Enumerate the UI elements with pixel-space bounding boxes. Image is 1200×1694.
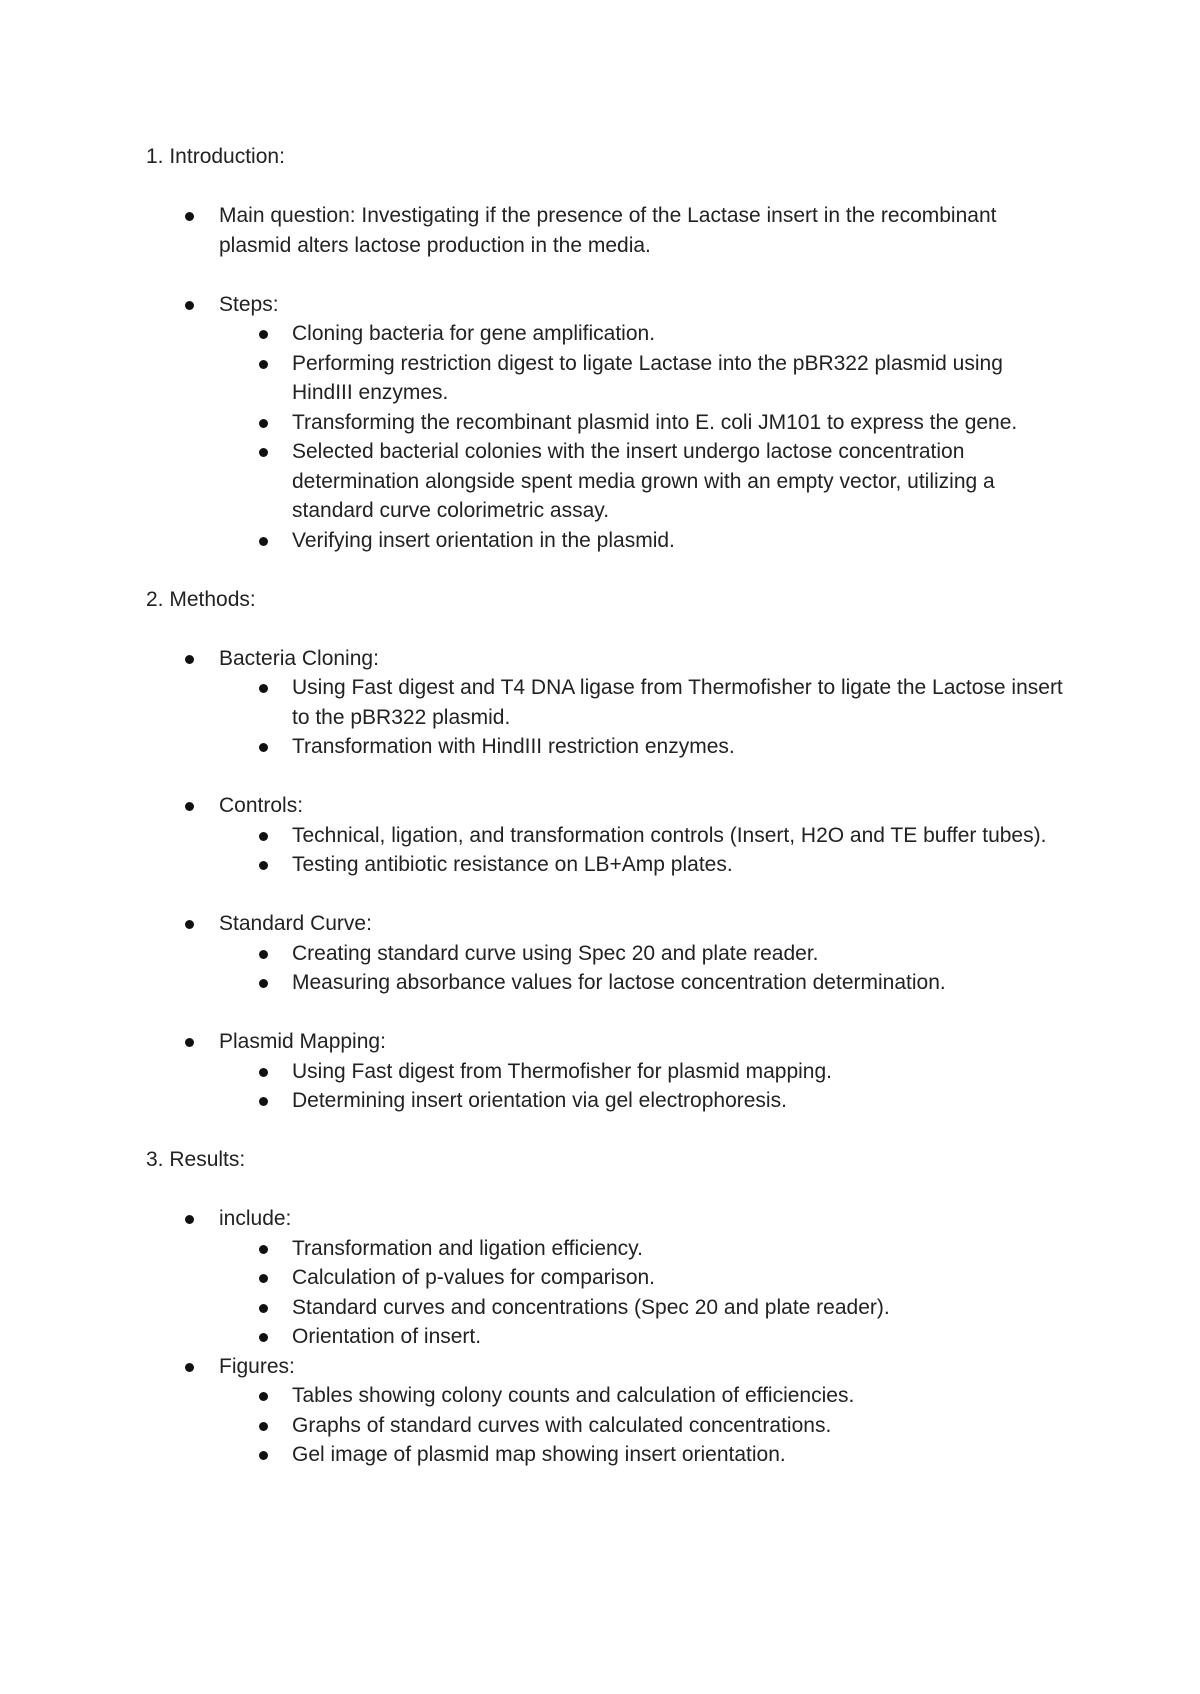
list-item-text: Figures: bbox=[219, 1354, 295, 1378]
sub-list-item bbox=[146, 437, 1066, 526]
sub-list-item-text: Transformation with HindIII restriction enzymes. bbox=[292, 735, 735, 758]
sub-list-item-text: Using Fast digest and T4 DNA ligase from Thermofisher to ligate the Lactose insert to the pBR322 plasmid. bbox=[292, 676, 1063, 729]
sub-list-item bbox=[146, 1381, 1066, 1411]
section-methods bbox=[146, 585, 1066, 1116]
bullet-icon bbox=[259, 537, 268, 546]
document-body bbox=[146, 142, 1066, 1470]
sub-list-item-text: Transformation and ligation efficiency. bbox=[292, 1236, 643, 1260]
sub-list-item bbox=[146, 1293, 1066, 1323]
sub-bullet-list bbox=[219, 1234, 1066, 1352]
bullet-icon bbox=[185, 212, 194, 221]
bullet-icon bbox=[259, 1333, 268, 1342]
sub-list-item-text: Measuring absorbance values for lactose concentration determination. bbox=[292, 971, 946, 994]
bullet-icon bbox=[185, 802, 194, 811]
sub-list-item bbox=[146, 968, 1066, 998]
bullet-icon bbox=[259, 1274, 268, 1283]
section-heading: 3. Results: bbox=[146, 1148, 246, 1171]
list-item bbox=[146, 791, 1066, 880]
bullet-icon bbox=[259, 979, 268, 988]
list-item bbox=[146, 1352, 1066, 1470]
list-item bbox=[146, 1204, 1066, 1352]
bullet-icon bbox=[185, 301, 194, 310]
sub-list-item bbox=[146, 408, 1066, 438]
bullet-icon bbox=[259, 1451, 268, 1460]
bullet-list bbox=[146, 201, 1066, 555]
bullet-icon bbox=[185, 1215, 194, 1224]
sub-bullet-list bbox=[219, 1057, 1066, 1116]
section-introduction bbox=[146, 142, 1066, 555]
sub-list-item-text: Creating standard curve using Spec 20 and plate reader. bbox=[292, 941, 819, 965]
bullet-icon bbox=[259, 448, 268, 457]
sub-list-item-text: Selected bacterial colonies with the insert undergo lactose concentration determination alongside spent media grown with an empty vector, utilizing a standard curve colorimetric assay. bbox=[292, 440, 995, 522]
sub-list-item bbox=[146, 1322, 1066, 1352]
bullet-icon bbox=[259, 950, 268, 959]
sub-bullet-list bbox=[219, 1381, 1066, 1470]
sub-list-item bbox=[146, 821, 1066, 851]
bullet-icon bbox=[259, 419, 268, 428]
sub-list-item bbox=[146, 673, 1066, 732]
bullet-icon bbox=[259, 1422, 268, 1431]
sub-list-item bbox=[146, 319, 1066, 349]
list-item-text: Steps: bbox=[219, 292, 279, 316]
sub-list-item bbox=[146, 526, 1066, 556]
bullet-icon bbox=[259, 684, 268, 693]
sub-list-item bbox=[146, 939, 1066, 969]
bullet-icon bbox=[259, 360, 268, 369]
bullet-icon bbox=[259, 861, 268, 870]
list-item bbox=[146, 201, 1066, 260]
bullet-icon bbox=[259, 832, 268, 841]
list-item bbox=[146, 290, 1066, 556]
sub-list-item bbox=[146, 1057, 1066, 1087]
sub-list-item-text: Standard curves and concentrations (Spec 20 and plate reader). bbox=[292, 1295, 890, 1319]
list-item bbox=[146, 644, 1066, 762]
section-heading: 1. Introduction: bbox=[146, 145, 285, 168]
sub-bullet-list bbox=[219, 939, 1066, 998]
bullet-icon bbox=[185, 920, 194, 929]
sub-list-item-text: Using Fast digest from Thermofisher for plasmid mapping. bbox=[292, 1059, 832, 1083]
bullet-icon bbox=[185, 1038, 194, 1047]
sub-list-item-text: Determining insert orientation via gel electrophoresis. bbox=[292, 1089, 787, 1112]
bullet-icon bbox=[259, 1304, 268, 1313]
sub-list-item bbox=[146, 1263, 1066, 1293]
list-item-text: Controls: bbox=[219, 794, 304, 817]
sub-list-item bbox=[146, 1086, 1066, 1116]
sub-list-item-text: Performing restriction digest to ligate Lactase into the pBR322 plasmid using HindIII enzymes. bbox=[292, 351, 1003, 404]
bullet-icon bbox=[185, 1363, 194, 1372]
sub-list-item bbox=[146, 1411, 1066, 1441]
sub-list-item-text: Calculation of p-values for comparison. bbox=[292, 1266, 656, 1289]
sub-list-item bbox=[146, 732, 1066, 762]
list-item-text: Plasmid Mapping: bbox=[219, 1030, 386, 1053]
bullet-icon bbox=[185, 655, 194, 664]
sub-list-item bbox=[146, 1440, 1066, 1470]
bullet-list bbox=[146, 644, 1066, 1116]
bullet-list bbox=[146, 1204, 1066, 1470]
sub-bullet-list bbox=[219, 821, 1066, 880]
list-item-text: Bacteria Cloning: bbox=[219, 646, 379, 670]
bullet-icon bbox=[259, 743, 268, 752]
list-item-text: Standard Curve: bbox=[219, 912, 372, 935]
bullet-icon bbox=[259, 1097, 268, 1106]
bullet-icon bbox=[259, 1245, 268, 1254]
sub-bullet-list bbox=[219, 673, 1066, 762]
sub-list-item-text: Tables showing colony counts and calculation of efficiencies. bbox=[292, 1384, 855, 1407]
section-heading: 2. Methods: bbox=[146, 587, 256, 611]
bullet-icon bbox=[259, 330, 268, 339]
sub-list-item-text: Cloning bacteria for gene amplification. bbox=[292, 322, 656, 345]
sub-list-item-text: Verifying insert orientation in the plasmid. bbox=[292, 528, 675, 552]
bullet-icon bbox=[259, 1068, 268, 1077]
sub-list-item-text: Graphs of standard curves with calculated concentrations. bbox=[292, 1413, 832, 1437]
sub-list-item-text: Testing antibiotic resistance on LB+Amp plates. bbox=[292, 853, 733, 876]
list-item-text: include: bbox=[219, 1207, 292, 1230]
list-item-text: Main question: Investigating if the presence of the Lactase insert in the recombinant plasmid alters lactose production in the media. bbox=[219, 204, 997, 257]
bullet-icon bbox=[259, 1392, 268, 1401]
sub-bullet-list bbox=[219, 319, 1066, 555]
list-item bbox=[146, 1027, 1066, 1116]
sub-list-item-text: Technical, ligation, and transformation controls (Insert, H2O and TE buffer tubes). bbox=[292, 823, 1047, 847]
list-item bbox=[146, 909, 1066, 998]
sub-list-item bbox=[146, 850, 1066, 880]
sub-list-item-text: Transforming the recombinant plasmid into E. coli JM101 to express the gene. bbox=[292, 410, 1018, 434]
sub-list-item bbox=[146, 349, 1066, 408]
section-results bbox=[146, 1145, 1066, 1470]
sub-list-item-text: Orientation of insert. bbox=[292, 1325, 482, 1348]
sub-list-item-text: Gel image of plasmid map showing insert orientation. bbox=[292, 1443, 786, 1466]
sub-list-item bbox=[146, 1234, 1066, 1264]
